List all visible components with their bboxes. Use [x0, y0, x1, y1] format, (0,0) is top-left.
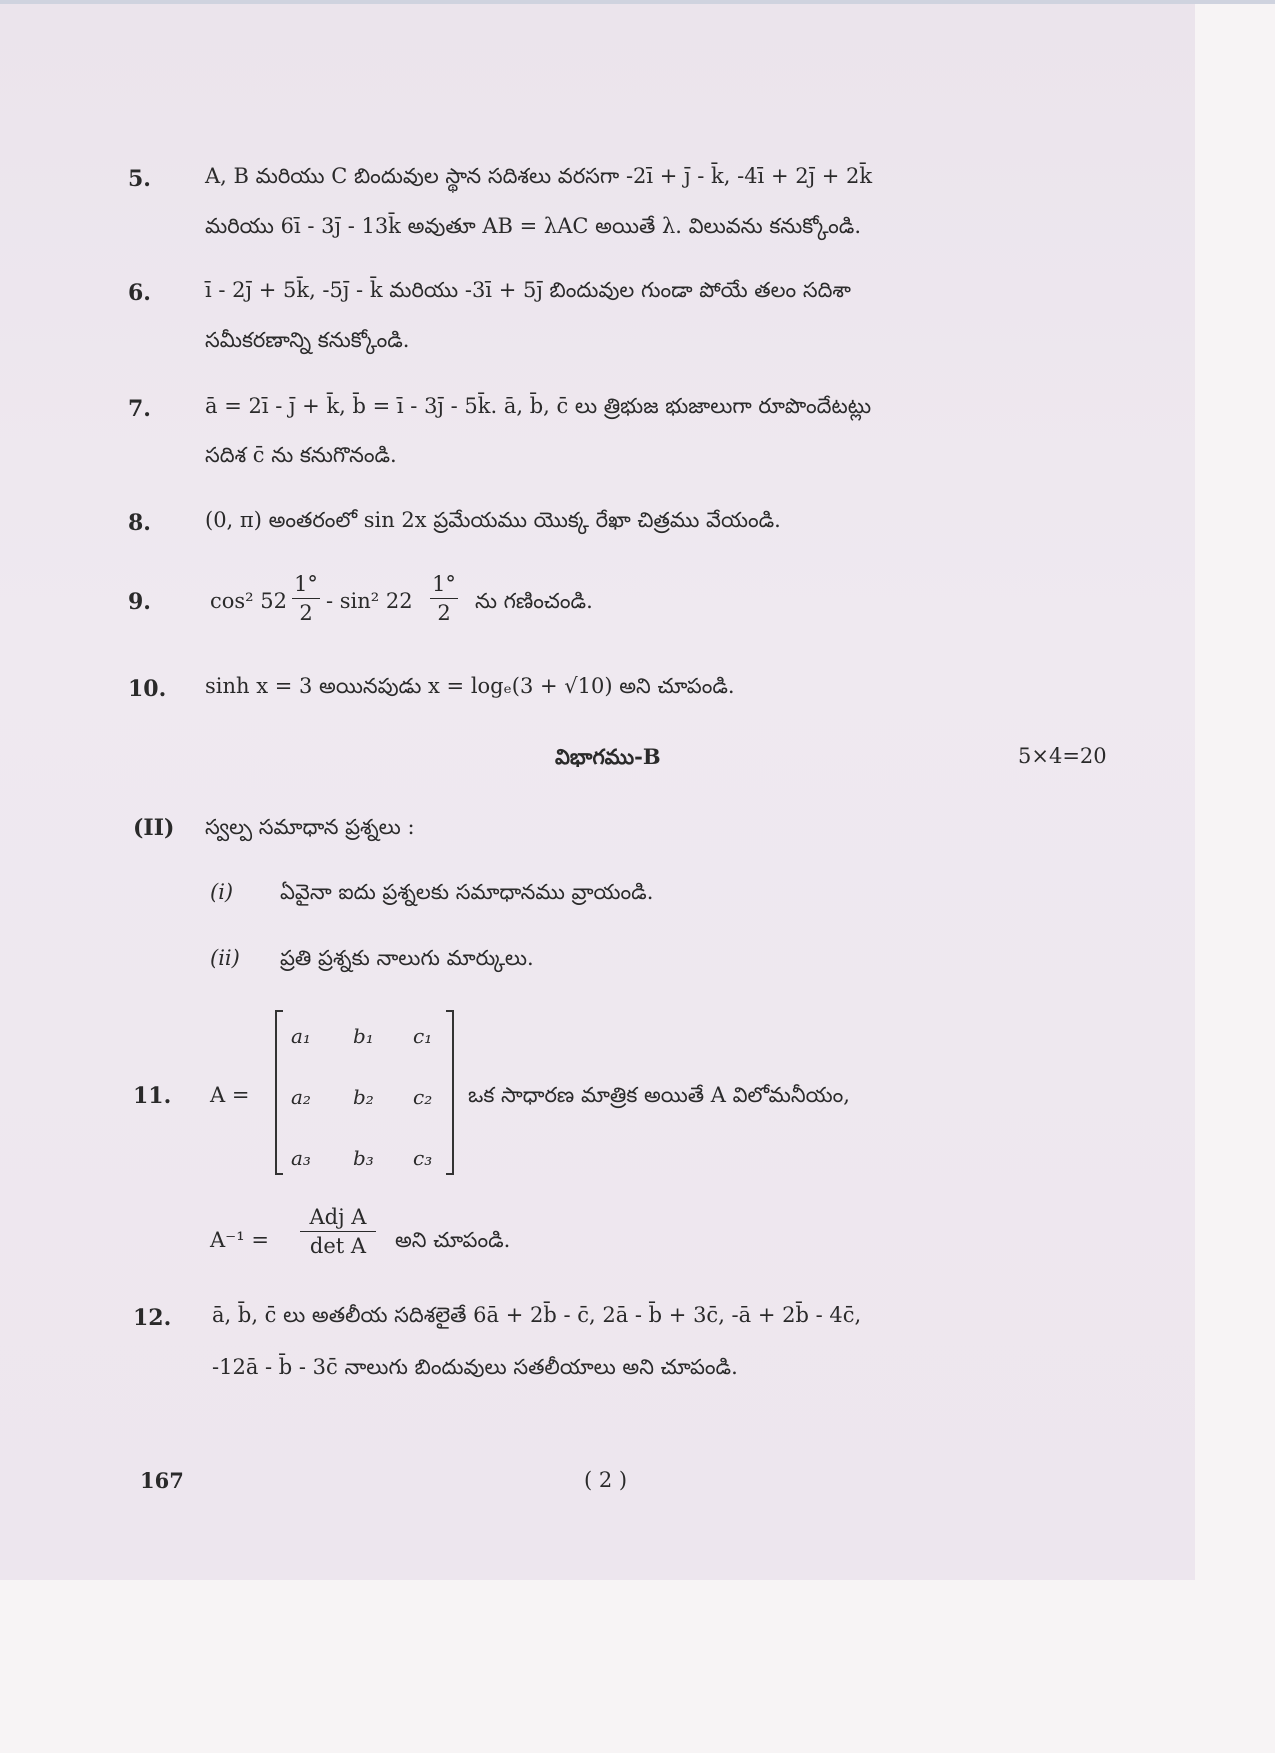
fraction-denominator: 2 — [437, 601, 451, 625]
matrix-cell: c₁ — [413, 1024, 433, 1048]
question-8-line-1: (0, π) అంతరంలో sin 2x ప్రమేయము యొక్క రేఖా చిత్రము వేయండి. — [205, 508, 781, 532]
part-heading: స్వల్ప సమాధాన ప్రశ్నలు : — [205, 815, 415, 839]
matrix-cell: a₁ — [291, 1024, 311, 1048]
matrix-cell: c₂ — [413, 1085, 433, 1109]
fraction-half-1 — [292, 572, 320, 625]
instruction-i-label: (i) — [210, 880, 234, 904]
sin-term: - sin² 22 — [326, 589, 413, 613]
question-12-line-2: -12ā - b̄ - 3c̄ నాలుగు బిందువులు సతలీయాలు అని చూపండి. — [212, 1355, 738, 1379]
matrix-cell: b₃ — [353, 1146, 374, 1170]
matrix-cell: a₂ — [291, 1085, 311, 1109]
inverse-fraction — [300, 1205, 376, 1258]
question-12-line-1: ā, b̄, c̄ లు అతలీయ సదిశలైతే 6ā + 2b̄ - c̄, 2ā - b̄ + 3c̄, -ā + 2b̄ - 4c̄, — [212, 1303, 862, 1327]
question-7-line-2: సదిశ c̄ ను కనుగొనండి. — [205, 443, 397, 467]
question-number: 10. — [128, 676, 167, 702]
question-11-inverse-tail: అని చూపండి. — [395, 1228, 511, 1252]
question-5-line-2: మరియు 6ī - 3j̄ - 13k̄ అవుతూ AB = λAC అయితే λ. విలువను కనుక్కోండి. — [205, 214, 862, 238]
question-number: 11. — [133, 1083, 172, 1109]
fraction-numerator: 1° — [294, 572, 318, 596]
fraction-denominator: 2 — [299, 601, 313, 625]
part-label: (II) — [133, 815, 175, 841]
page-number: ( 2 ) — [584, 1468, 628, 1492]
question-number: 12. — [133, 1305, 172, 1331]
question-9-tail: ను గణించండి. — [475, 589, 593, 613]
question-number: 5. — [128, 166, 151, 192]
question-number: 6. — [128, 280, 151, 306]
question-number: 8. — [128, 510, 151, 536]
matrix-cell: a₃ — [291, 1146, 311, 1170]
fraction-denominator: det A — [309, 1234, 367, 1258]
question-11-tail: ఒక సాధారణ మాత్రిక అయితే A విలోమనీయం, — [468, 1083, 850, 1107]
question-10-line-1: sinh x = 3 అయినపుడు x = logₑ(3 + √10) అని చూపండి. — [205, 674, 735, 698]
question-6-line-2: సమీకరణాన్ని కనుక్కోండి. — [205, 328, 410, 352]
cos-term: cos² 52 — [210, 589, 287, 613]
question-number: 7. — [128, 396, 151, 422]
matrix-lhs: A = — [210, 1083, 250, 1107]
instruction-ii-text: ప్రతి ప్రశ్నకు నాలుగు మార్కులు. — [280, 946, 534, 970]
section-b-title: విభాగము-B — [555, 744, 661, 769]
fraction-numerator: 1° — [432, 572, 456, 596]
question-7-line-1: ā = 2ī - j̄ + k̄, b̄ = ī - 3j̄ - 5k̄. ā, b̄, c̄ లు త్రిభుజ భుజాలుగా రూపొందేటట్లు — [205, 394, 872, 418]
fraction-half-2 — [430, 572, 458, 625]
question-6-line-1: ī - 2j̄ + 5k̄, -5j̄ - k̄ మరియు -3ī + 5j̄ బిందువుల గుండా పోయే తలం సదిశా — [205, 278, 851, 302]
scan-edge — [0, 0, 1275, 4]
instruction-ii-label: (ii) — [210, 946, 240, 970]
fraction-bar — [300, 1231, 376, 1232]
question-number: 9. — [128, 589, 151, 615]
question-5-line-1: A, B మరియు C బిందువుల స్థాన సదిశలు వరసగా -2ī + j̄ - k̄, -4ī + 2j̄ + 2k̄ — [205, 164, 873, 188]
matrix-a — [275, 1010, 454, 1175]
section-b-marks: 5×4=20 — [1018, 744, 1107, 768]
matrix-cell: b₁ — [353, 1024, 374, 1048]
inverse-lhs: A⁻¹ = — [210, 1228, 269, 1252]
instruction-i-text: ఏవైనా ఐదు ప్రశ్నలకు సమాధానము వ్రాయండి. — [280, 880, 654, 904]
matrix-cell: c₃ — [413, 1146, 433, 1170]
fraction-numerator: Adj A — [309, 1205, 367, 1229]
fraction-bar — [292, 598, 320, 599]
matrix-cell: b₂ — [353, 1085, 374, 1109]
fraction-bar — [430, 598, 458, 599]
paper-code: 167 — [140, 1468, 184, 1493]
